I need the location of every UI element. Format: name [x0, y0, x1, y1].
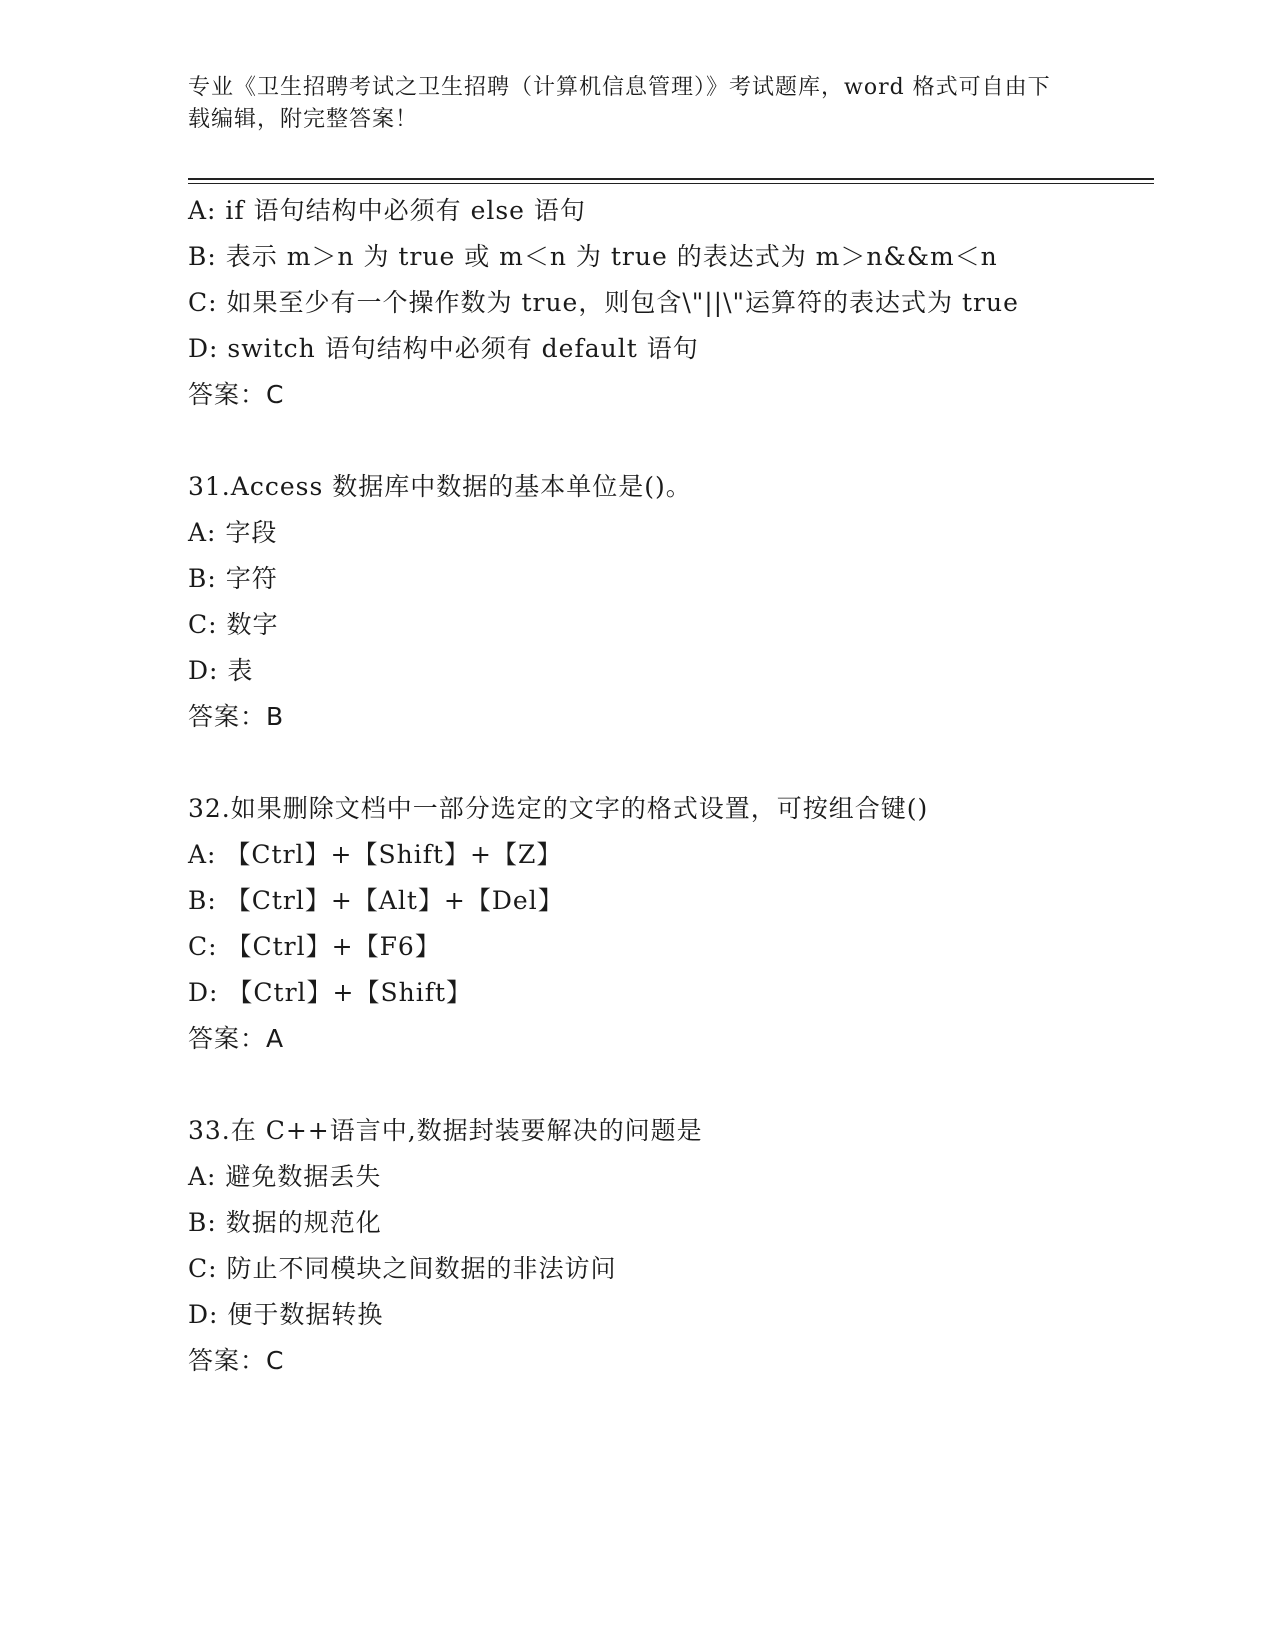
question-text: 31.Access 数据库中数据的基本单位是()。	[188, 472, 692, 501]
option-a: A: 字段	[188, 518, 278, 547]
question-block-30	[188, 188, 1088, 418]
option-a: A: 避免数据丢失	[188, 1162, 382, 1191]
header-divider-thin	[188, 183, 1154, 184]
answer-line: 答案：B	[188, 702, 285, 731]
answer-line: 答案：A	[188, 1024, 285, 1053]
answer-line: 答案：C	[188, 1346, 285, 1375]
document-header: 专业《卫生招聘考试之卫生招聘（计算机信息管理）》考试题库，word 格式可自由下载编辑，附完整答案！	[188, 75, 1051, 132]
option-b: B: 表示 m＞n 为 true 或 m＜n 为 true 的表达式为 m＞n&&m＜n	[188, 242, 998, 271]
question-block-32	[188, 786, 1088, 1062]
spacer	[188, 1062, 1088, 1108]
question-block-31	[188, 464, 1088, 740]
option-b: B: 【Ctrl】+【Alt】+【Del】	[188, 886, 564, 915]
option-d: D: 【Ctrl】+【Shift】	[188, 978, 473, 1007]
question-list	[188, 188, 1088, 1384]
option-c: C: 【Ctrl】+【F6】	[188, 932, 441, 961]
spacer	[188, 740, 1088, 786]
option-c: C: 如果至少有一个操作数为 true，则包含\"||\"运算符的表达式为 true	[188, 288, 1019, 317]
option-a: A: 【Ctrl】+【Shift】+【Z】	[188, 840, 563, 869]
option-a: A: if 语句结构中必须有 else 语句	[188, 196, 586, 225]
question-text: 32.如果删除文档中一部分选定的文字的格式设置，可按组合键()	[188, 794, 929, 823]
option-d: D: switch 语句结构中必须有 default 语句	[188, 334, 699, 363]
header-divider-thick	[188, 178, 1154, 180]
option-b: B: 字符	[188, 564, 278, 593]
answer-line: 答案：C	[188, 380, 285, 409]
spacer	[188, 418, 1088, 464]
option-d: D: 表	[188, 656, 254, 685]
option-c: C: 防止不同模块之间数据的非法访问	[188, 1254, 617, 1283]
option-c: C: 数字	[188, 610, 279, 639]
question-text: 33.在 C++语言中,数据封装要解决的问题是	[188, 1116, 703, 1145]
option-d: D: 便于数据转换	[188, 1300, 384, 1329]
option-b: B: 数据的规范化	[188, 1208, 382, 1237]
question-block-33	[188, 1108, 1088, 1384]
